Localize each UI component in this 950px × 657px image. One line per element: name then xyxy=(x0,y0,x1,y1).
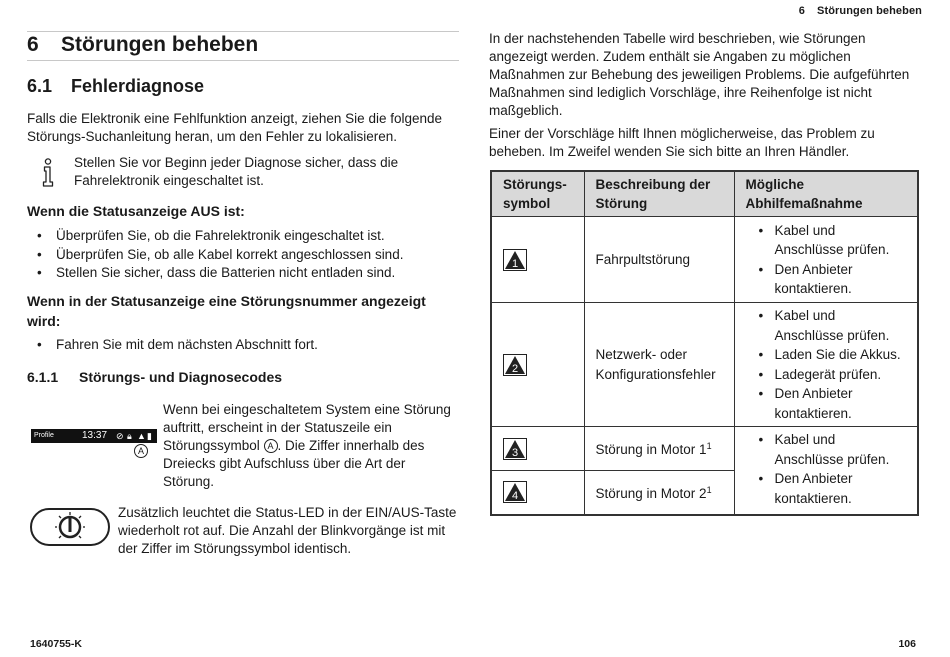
list-item: • Kabel und Anschlüsse prüfen. xyxy=(746,221,907,260)
column-header: Beschreibung der Störung xyxy=(584,171,734,217)
status-bar-image: Profile 13:37 ⊘ 🔒︎ ▲ ▮ xyxy=(31,429,157,443)
right-intro-2: Einer der Vorschläge hilft Ihnen möglicherweise, das Problem zu beheben. Im Zweifel wenden Sie sich bitte an Ihren Händler. xyxy=(489,126,875,159)
case-off-list xyxy=(27,227,457,283)
list-item: • Fahren Sie mit dem nächsten Abschnitt fort. xyxy=(27,336,457,355)
list-item: • Den Anbieter kontaktieren. xyxy=(746,260,907,299)
battery-icon: ▮ xyxy=(147,431,152,441)
heading-rule-bottom xyxy=(27,60,459,61)
status-callout: A xyxy=(134,442,148,460)
list-item: • Ladegerät prüfen. xyxy=(746,365,907,385)
list-item: • Kabel und Anschlüsse prüfen. xyxy=(746,306,907,345)
section-title: 6.1 Fehlerdiagnose xyxy=(27,76,205,96)
remedy-cell xyxy=(734,427,918,515)
symbol-cell xyxy=(491,303,584,427)
remedy-cell xyxy=(734,217,918,303)
led-paragraph: Zusätzlich leuchtet die Status-LED in der EIN/AUS-Taste wiederholt rot auf. Die Anzahl der Blinkvorgänge ist mit der Ziffer im Störungssymbol identisch. xyxy=(118,505,457,556)
right-intro: In der nachstehenden Tabelle wird beschrieben, wie Störungen angezeigt werden. Zudem enthält sie Angaben zu möglichen Maßnahmen zur Behebung des jeweiligen Problems. Die aufgeführten Maßnahmen sind lediglich Vorschläge, ihre Reihenfolge ist nicht maßgeblich. xyxy=(489,31,910,118)
note-text: Stellen Sie vor Beginn jeder Diagnose sicher, dass die Fahrelektronik eingeschaltet ist. xyxy=(74,155,399,188)
list-item: • Überprüfen Sie, ob die Fahrelektronik eingeschaltet ist. xyxy=(27,227,457,246)
description-cell: Störung in Motor $1^1$ xyxy=(584,427,734,471)
table-header-row xyxy=(491,171,918,217)
power-button-image xyxy=(29,506,111,548)
document-id: 1640755-K xyxy=(30,638,82,650)
case-off-heading: Wenn die Statusanzeige AUS ist: xyxy=(27,203,245,219)
svg-text:3: 3 xyxy=(511,446,519,459)
info-icon xyxy=(40,158,56,188)
page-number: 106 xyxy=(898,638,916,650)
svg-text:2: 2 xyxy=(511,362,519,375)
intro-paragraph: Falls die Elektronik eine Fehlfunktion anzeigt, ziehen Sie die folgende Störungs-Suchanleitung heran, um den Fehler zu lokalisieren. xyxy=(27,111,443,144)
table-row xyxy=(491,303,918,427)
list-item: • Überprüfen Sie, ob alle Kabel korrekt angeschlossen sind. xyxy=(27,246,457,265)
status-paragraph: Wenn bei eingeschaltetem System eine Störung auftritt, erscheint in der Statuszeile ein Störungssymbol A . Die Ziffer innerhalb des Dreiecks gibt Aufschluss über die Art der Störung. xyxy=(163,402,451,489)
callout-symbol: A xyxy=(264,439,278,453)
case-number-heading: Wenn in der Statusanzeige eine Störungsnummer angezeigt wird: xyxy=(27,293,426,329)
description-cell: Störung in Motor $2^1$ xyxy=(584,471,734,515)
list-item: • Stellen Sie sicher, dass die Batterien nicht entladen sind. xyxy=(27,264,457,283)
symbol-cell xyxy=(491,471,584,515)
fault-1-icon xyxy=(503,249,527,271)
heading-rule-top xyxy=(27,31,459,32)
fault-3-icon xyxy=(503,438,527,460)
symbol-cell xyxy=(491,217,584,303)
remedy-cell xyxy=(734,303,918,427)
list-item: • Laden Sie die Akkus. xyxy=(746,345,907,365)
running-header: 6 Störungen beheben xyxy=(798,5,922,17)
symbol-cell xyxy=(491,427,584,471)
list-item: • Kabel und Anschlüsse prüfen. xyxy=(746,430,907,469)
svg-text:4: 4 xyxy=(511,490,519,503)
no-sign-icon: ⊘ xyxy=(116,431,124,441)
column-header: Störungs- symbol xyxy=(491,171,584,217)
fault-table xyxy=(490,170,919,516)
case-number-list xyxy=(27,336,457,355)
table-row xyxy=(491,217,918,303)
chapter-title: 6 Störungen beheben xyxy=(27,33,259,56)
list-item: • Den Anbieter kontaktieren. xyxy=(746,384,907,423)
description-cell: Netzwerk- oder Konfigurationsfehler xyxy=(584,303,734,427)
description-cell: Fahrpultstörung xyxy=(584,217,734,303)
fault-2-icon xyxy=(503,354,527,376)
warning-icon: ▲ xyxy=(137,431,146,441)
subsection-title: 6.1.1 Störungs- und Diagnosecodes xyxy=(27,369,283,385)
lock-icon: 🔒︎ xyxy=(127,431,132,441)
table-row xyxy=(491,427,918,471)
fault-4-icon xyxy=(503,481,527,503)
column-header: Mögliche Abhilfemaßnahme xyxy=(734,171,918,217)
svg-text:1: 1 xyxy=(511,257,519,270)
list-item: • Den Anbieter kontaktieren. xyxy=(746,469,907,508)
